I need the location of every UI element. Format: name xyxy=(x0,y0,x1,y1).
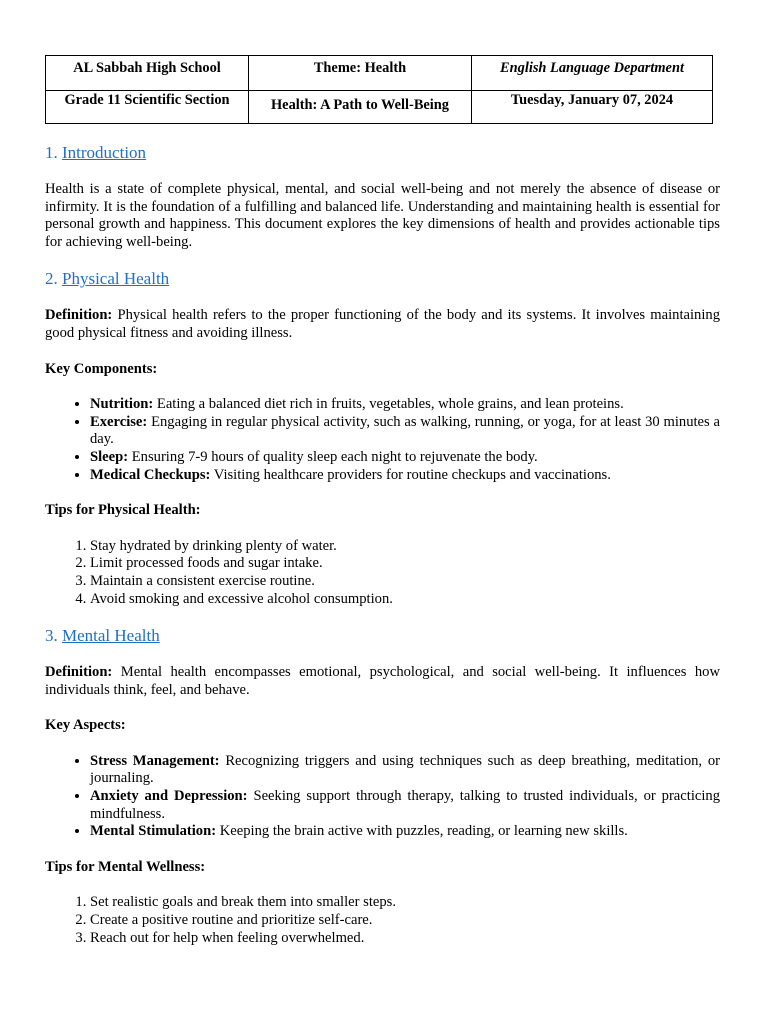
item-label: Stress Management: xyxy=(90,752,220,769)
section-heading-physical-health xyxy=(45,269,720,289)
list-item xyxy=(90,823,720,841)
list-item: 3. Maintain a consistent exercise routine. xyxy=(90,573,720,591)
key-components-list xyxy=(45,396,720,484)
section-number: 2. xyxy=(45,269,58,289)
section-title-link[interactable]: Physical Health xyxy=(62,269,170,289)
item-label: Nutrition: xyxy=(90,396,154,413)
mental-tips-list xyxy=(45,894,720,947)
item-label: Anxiety and Depression: xyxy=(90,788,248,805)
physical-tips-heading: Tips for Physical Health: xyxy=(45,502,201,519)
document-page xyxy=(45,55,720,947)
header-table xyxy=(45,55,713,124)
key-components-heading: Key Components: xyxy=(45,360,158,377)
item-text: Keeping the brain active with puzzles, reading, or learning new skills. xyxy=(216,823,628,840)
item-label: Sleep: xyxy=(90,448,129,465)
list-item: 2. Limit processed foods and sugar intake. xyxy=(90,555,720,573)
list-item: 2. Create a positive routine and prioritize self-care. xyxy=(90,912,720,930)
definition-label: Definition: xyxy=(45,664,113,681)
item-text: Eating a balanced diet rich in fruits, vegetables, whole grains, and lean proteins. xyxy=(153,396,624,413)
list-item xyxy=(90,414,720,449)
list-item xyxy=(90,753,720,788)
physical-tips-list xyxy=(45,538,720,608)
item-label: Medical Checkups: xyxy=(90,466,211,483)
item-label: Exercise: xyxy=(90,413,148,430)
item-text: Engaging in regular physical activity, such as walking, running, or yoga, for at least 30 minutes a day. xyxy=(90,413,720,448)
list-item: 1. Stay hydrated by drinking plenty of water. xyxy=(90,538,720,556)
list-item xyxy=(90,788,720,823)
definition-label: Definition: xyxy=(45,307,113,324)
item-text: Ensuring 7-9 hours of quality sleep each night to rejuvenate the body. xyxy=(128,448,538,465)
section-heading-introduction xyxy=(45,143,720,163)
department-name: English Language Department xyxy=(472,56,713,91)
mental-tips-heading: Tips for Mental Wellness: xyxy=(45,858,206,875)
list-item xyxy=(90,449,720,467)
key-aspects-heading: Key Aspects: xyxy=(45,717,126,734)
document-date: Tuesday, January 07, 2024 xyxy=(472,91,713,124)
grade-section: Grade 11 Scientific Section xyxy=(46,91,249,124)
section-title-link[interactable]: Mental Health xyxy=(62,626,160,646)
theme-label: Theme: Health xyxy=(249,56,472,91)
item-text: Visiting healthcare providers for routine checkups and vaccinations. xyxy=(210,466,611,483)
section-number: 1. xyxy=(45,143,58,162)
list-item: 4. Avoid smoking and excessive alcohol consumption. xyxy=(90,591,720,609)
section-number: 3. xyxy=(45,626,58,646)
section-heading-mental-health xyxy=(45,626,720,646)
definition-text: Mental health encompasses emotional, psychological, and social well-being. It influences how individuals think, feel, and behave. xyxy=(45,664,720,698)
list-item: 3. Reach out for help when feeling overwhelmed. xyxy=(90,930,720,948)
school-name: AL Sabbah High School xyxy=(46,56,249,91)
key-aspects-list xyxy=(45,753,720,841)
physical-definition xyxy=(45,307,720,342)
list-item xyxy=(90,467,720,485)
intro-paragraph: Health is a state of complete physical, mental, and social well-being and not merely the absence of disease or infirmity. It is the foundation of a fulfilling and balanced life. Understanding and maintaining health is essential for personal growth and happiness. This document explores the key dimensions of health and provides actionable tips for achieving well-being. xyxy=(45,181,720,250)
item-text: Recognizing triggers and using techniques such as deep breathing, meditation, or journaling. xyxy=(90,752,721,787)
mental-definition xyxy=(45,664,720,699)
list-item xyxy=(90,396,720,414)
item-label: Mental Stimulation: xyxy=(90,823,217,840)
document-title: Health: A Path to Well-Being xyxy=(249,91,472,124)
section-title-link[interactable]: Introduction xyxy=(62,143,147,162)
list-item: 1. Set realistic goals and break them into smaller steps. xyxy=(90,894,720,912)
definition-text: Physical health refers to the proper functioning of the body and its systems. It involves maintaining good physical fitness and avoiding illness. xyxy=(45,307,720,341)
item-text: Seeking support through therapy, talking to trusted individuals, or practicing mindfulness. xyxy=(90,788,720,822)
